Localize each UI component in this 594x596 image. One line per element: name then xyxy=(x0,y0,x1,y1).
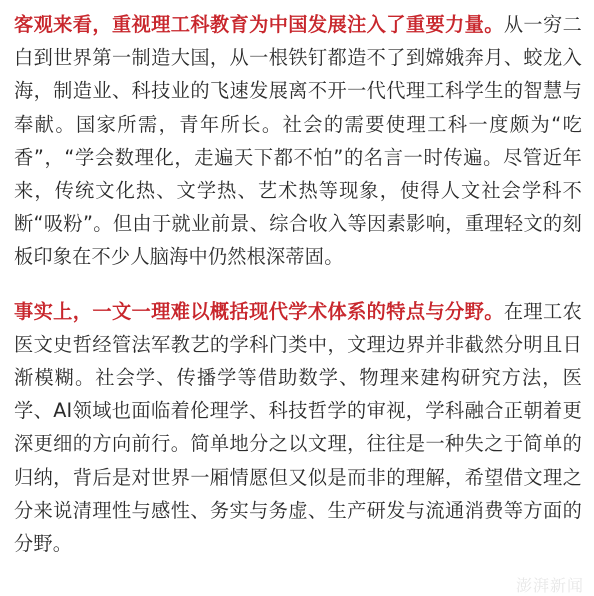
article-body xyxy=(14,8,582,560)
paragraph-2-lead: 事实上，一文一理难以概括现代学术体系的特点与分野。 xyxy=(14,299,504,323)
paragraph-2 xyxy=(14,295,582,561)
watermark: 澎湃新闻 xyxy=(515,576,584,595)
paragraph-1-body: 从一穷二白到世界第一制造大国，从一根铁钉都造不了到嫦娥奔月、蛟龙入海，制造业、科技业的飞速发展离不开一代代理工科学生的智慧与奉献。国家所需，青年所长。社会的需要使理工科一度颇为“吃香”，“学会数理化，走遍天下都不怕”的名言一时传遍。尽管近年来，传统文化热、文学热、艺术热等现象，使得人文社会学科不断“吸粉”。但由于就业前景、综合收入等因素影响，重理轻文的刻板印象在不少人脑海中仍然根深蒂固。 xyxy=(14,13,582,269)
paragraph-1 xyxy=(14,8,582,274)
paragraph-1-lead: 客观来看，重视理工科教育为中国发展注入了重要力量。 xyxy=(14,13,504,36)
paragraph-2-body: 在理工农医文史哲经管法军教艺的学科门类中，文理边界并非截然分明且日渐模糊。社会学、传播学等借助数学、物理来建构研究方法，医学、AI领域也面临着伦理学、科技哲学的审视，学科融合正朝着更深更细的方向前行。简单地分之以文理，往往是一种失之于简单的归纳，背后是对世界一厢情愿但又似是而非的理解，希望借文理之分来说清理性与感性、务实与务虚、生产研发与流通消费等方面的分野。 xyxy=(14,299,582,556)
